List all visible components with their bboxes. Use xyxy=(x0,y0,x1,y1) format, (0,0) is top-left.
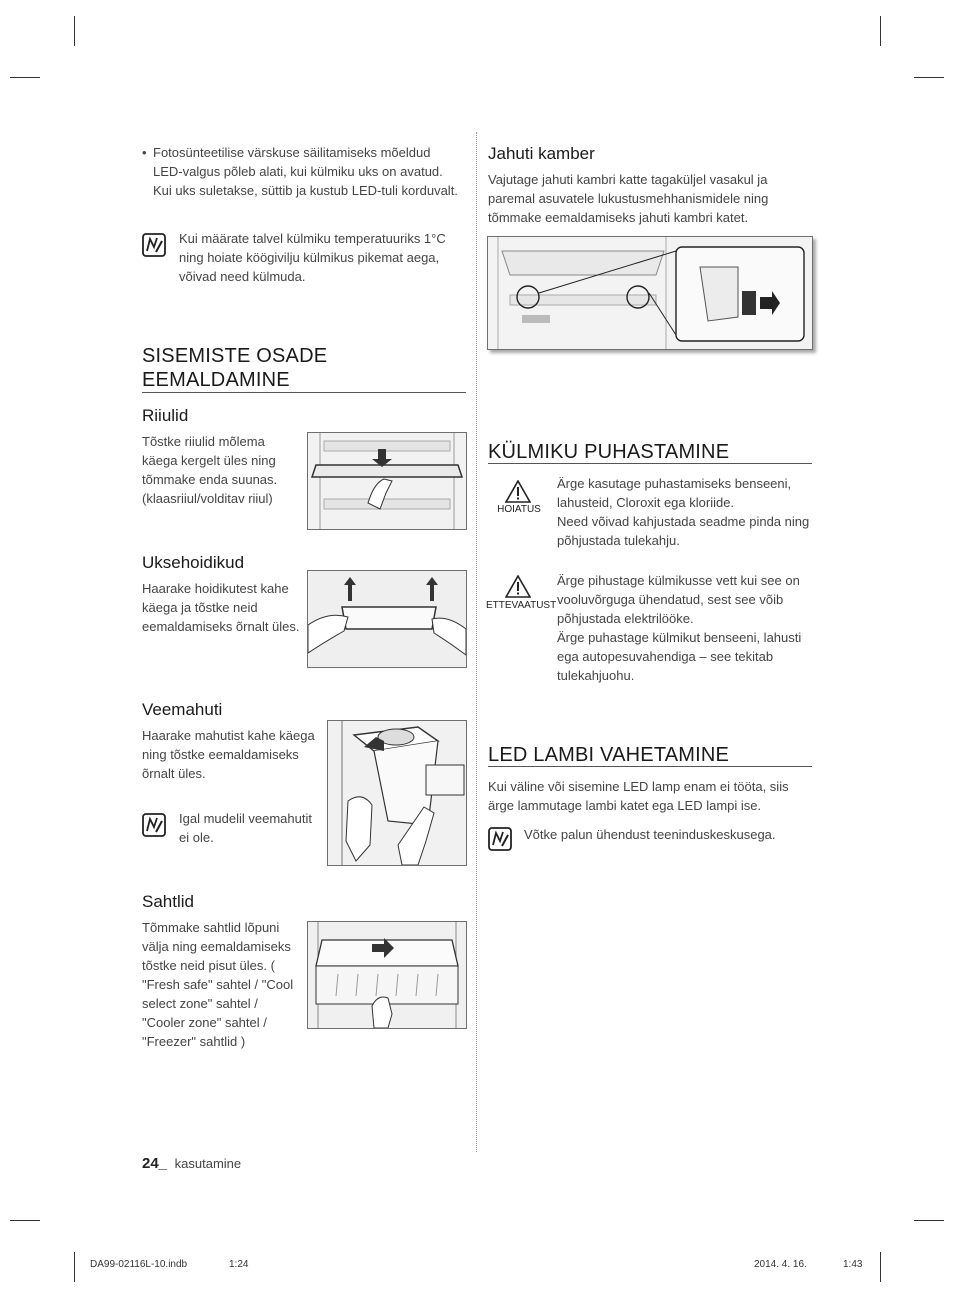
print-file: DA99-02116L-10.indb xyxy=(90,1259,188,1270)
crop-mark xyxy=(914,1220,944,1221)
print-file-page: 1:24 xyxy=(229,1259,249,1270)
section-title-led: LED LAMBI VAHETAMINE xyxy=(488,744,730,766)
drawer-illustration xyxy=(307,921,467,1029)
shelf-illustration xyxy=(307,432,467,530)
page-label: kasutamine xyxy=(174,1156,242,1171)
page-footer xyxy=(142,1155,241,1172)
text-led: Kui väline või sisemine LED lamp enam ei tööta, siis ärge lammutage lambi katet ega LED lampi ise. xyxy=(488,779,789,813)
warning-text-2b: Ärge puhastage külmikut benseeni, lahusti ega autopesuvahendiga – see tekitab tulekahjuohu. xyxy=(557,630,802,683)
note-icon xyxy=(488,827,512,851)
crop-mark xyxy=(880,1252,881,1282)
text-jahuti: Vajutage jahuti kambri katte tagaküljel vasakul ja paremal asuvatele lukustusmehhanismidele ning tõmmake eemaldamiseks jahuti kambri katet. xyxy=(488,172,769,225)
text-riiulid: Tõstke riiulid mõlema käega kergelt üles ning tõmmake enda suunas. (klaasriiul/volditav riiul) xyxy=(142,434,278,506)
note-icon xyxy=(142,813,166,837)
water-tank-illustration xyxy=(327,720,467,866)
cooler-chamber-illustration xyxy=(487,236,813,350)
crop-mark xyxy=(74,16,75,46)
caution-icon xyxy=(505,575,531,598)
crop-mark xyxy=(914,77,944,78)
section-title-line1: SISEMISTE OSADE xyxy=(142,345,328,367)
column-divider xyxy=(476,132,477,1152)
page-number: 24_ xyxy=(142,1155,168,1172)
text-uksehoidikud: Haarake hoidikutest kahe käega ja tõstke neid eemaldamiseks õrnalt üles. xyxy=(142,581,300,634)
note-text-veemahuti: Igal mudelil veemahutit ei ole. xyxy=(179,811,312,845)
print-time: 1:43 xyxy=(843,1259,863,1270)
text-sahtlid: Tõmmake sahtlid lõpuni välja ning eemaldamiseks tõstke neid pisut üles. ( "Fresh safe" sahtel / "Cool select zone" sahtel / "Cooler zone" sahtel / "Freezer" sahtlid ) xyxy=(142,920,294,1049)
caution-label: ETTEVAATUST xyxy=(486,600,557,611)
section-rule xyxy=(488,463,812,464)
subtitle-riiulid: Riiulid xyxy=(142,406,189,425)
section-title-line2: EEMALDAMINE xyxy=(142,369,290,391)
warning-text-2 xyxy=(557,571,815,685)
note-text-led: Võtke palun ühendust teeninduskeskusega. xyxy=(524,827,776,842)
warning-text-1b: Need võivad kahjustada seadme pinda ning põhjustada tulekahju. xyxy=(557,514,810,548)
warning-text-2a: Ärge pihustage külmikusse vett kui see on vooluvõrguga ühendatud, sest see võib põhjustada elektrilööke. xyxy=(557,573,800,626)
text-veemahuti: Haarake mahutist kahe käega ning tõstke eemaldamiseks õrnalt üles. xyxy=(142,728,315,781)
note-text: Kui määrate talvel külmiku temperatuuriks 1°C ning hoiate köögivilju külmikus pikemat aega, võivad need külmuda. xyxy=(179,231,446,284)
bullet-item: • Fotosünteetilise värskuse säilitamiseks mõeldud LED-valgus põleb alati, kui külmiku uks on avatud. Kui uks suletakse, süttib ja kustub LED-tuli korduvalt. xyxy=(142,143,462,200)
warning-label: HOIATUS xyxy=(497,504,541,515)
print-date: 2014. 4. 16. xyxy=(754,1259,807,1270)
subtitle-uksehoidikud: Uksehoidikud xyxy=(142,553,245,572)
note-icon xyxy=(142,233,166,257)
warning-icon xyxy=(505,480,531,503)
bullet-text: Fotosünteetilise värskuse säilitamiseks mõeldud LED-valgus põleb alati, kui külmiku uks on avatud. Kui uks suletakse, süttib ja kustub LED-tuli korduvalt. xyxy=(153,145,458,198)
section-rule xyxy=(142,392,466,393)
warning-text-1a: Ärge kasutage puhastamiseks benseeni, lahusteid, Cloroxit ega kloriide. xyxy=(557,476,792,510)
door-bin-illustration xyxy=(307,570,467,668)
section-title-puhastamine: KÜLMIKU PUHASTAMINE xyxy=(488,441,730,463)
section-rule xyxy=(488,766,812,767)
crop-mark xyxy=(880,16,881,46)
crop-mark xyxy=(10,1220,40,1221)
warning-text-1 xyxy=(557,474,815,550)
crop-mark xyxy=(10,77,40,78)
subtitle-sahtlid: Sahtlid xyxy=(142,892,194,911)
subtitle-jahuti: Jahuti kamber xyxy=(488,144,595,163)
crop-mark xyxy=(74,1252,75,1282)
subtitle-veemahuti: Veemahuti xyxy=(142,700,223,719)
section-title xyxy=(142,344,462,392)
